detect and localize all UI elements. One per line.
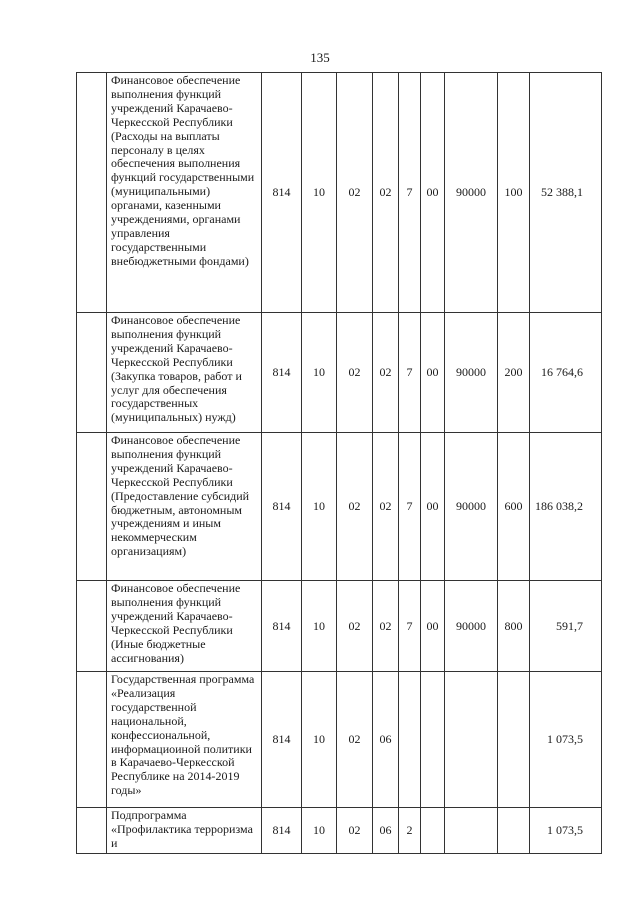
ministry-code-cell: 814	[262, 313, 302, 433]
row-name-cell: Подпрограмма «Профилактика терроризма и	[107, 808, 262, 854]
subprogram-code-cell	[399, 672, 421, 808]
amount-cell: 16 764,6	[530, 313, 602, 433]
section-code-cell: 10	[302, 313, 337, 433]
row-name-cell: Финансовое обеспечение выполнения функций учреждений Карачаево-Черкесской Республики (Закупка товаров, работ и услуг для обеспечения государственных (муниципальных) нужд)	[107, 313, 262, 433]
subprogram-code-cell: 7	[399, 433, 421, 581]
table-row	[77, 672, 602, 808]
ministry-code-cell: 814	[262, 808, 302, 854]
subsection-code-cell: 02	[337, 581, 373, 672]
main-event-code-cell: 00	[421, 313, 445, 433]
amount-cell: 1 073,5	[530, 808, 602, 854]
row-name-cell: Государственная программа «Реализация государственной национальной, конфессиональной, информациоиной политики в Карачаево-Черкесской Республике на 2014-2019 годы»	[107, 672, 262, 808]
direction-code-cell	[445, 672, 498, 808]
expense-type-cell	[498, 672, 530, 808]
section-code-cell: 10	[302, 581, 337, 672]
row-number-cell	[77, 581, 107, 672]
expense-type-cell	[498, 808, 530, 854]
program-code-cell: 02	[373, 433, 399, 581]
ministry-code-cell: 814	[262, 672, 302, 808]
subsection-code-cell: 02	[337, 313, 373, 433]
row-number-cell	[77, 313, 107, 433]
amount-cell: 1 073,5	[530, 672, 602, 808]
program-code-cell: 06	[373, 672, 399, 808]
direction-code-cell: 90000	[445, 73, 498, 313]
row-name-cell: Финансовое обеспечение выполнения функций учреждений Карачаево-Черкесской Республики (Предоставление субсидий бюджетным, автономным учреждениям и иным некоммерческим организациям)	[107, 433, 262, 581]
subprogram-code-cell: 2	[399, 808, 421, 854]
direction-code-cell: 90000	[445, 433, 498, 581]
direction-code-cell: 90000	[445, 313, 498, 433]
program-code-cell: 02	[373, 313, 399, 433]
expense-type-cell: 600	[498, 433, 530, 581]
subsection-code-cell: 02	[337, 808, 373, 854]
table-row	[77, 313, 602, 433]
row-number-cell	[77, 433, 107, 581]
row-name-cell: Финансовое обеспечение выполнения функций учреждений Карачаево-Черкесской Республики (Иные бюджетные ассигнования)	[107, 581, 262, 672]
main-event-code-cell: 00	[421, 433, 445, 581]
section-code-cell: 10	[302, 808, 337, 854]
main-event-code-cell	[421, 672, 445, 808]
direction-code-cell	[445, 808, 498, 854]
subsection-code-cell: 02	[337, 433, 373, 581]
expense-type-cell: 100	[498, 73, 530, 313]
direction-code-cell: 90000	[445, 581, 498, 672]
program-code-cell: 02	[373, 581, 399, 672]
section-code-cell: 10	[302, 672, 337, 808]
table-row	[77, 433, 602, 581]
subprogram-code-cell: 7	[399, 73, 421, 313]
table-row	[77, 808, 602, 854]
main-event-code-cell: 00	[421, 581, 445, 672]
amount-cell: 591,7	[530, 581, 602, 672]
subsection-code-cell: 02	[337, 672, 373, 808]
amount-cell: 186 038,2	[530, 433, 602, 581]
expense-type-cell: 800	[498, 581, 530, 672]
budget-table	[76, 72, 602, 854]
section-code-cell: 10	[302, 433, 337, 581]
row-name-cell: Финансовое обеспечение выполнения функций учреждений Карачаево-Черкесской Республики (Расходы на выплаты персоналу в целях обеспечения выполнения функций государственными (муниципальными) органами, казенными учреждениями, органами управления государственными внебюджетными фондами)	[107, 73, 262, 313]
main-event-code-cell	[421, 808, 445, 854]
page-number: 135	[310, 50, 330, 65]
program-code-cell: 02	[373, 73, 399, 313]
ministry-code-cell: 814	[262, 433, 302, 581]
subprogram-code-cell: 7	[399, 313, 421, 433]
table-row	[77, 581, 602, 672]
expense-type-cell: 200	[498, 313, 530, 433]
row-number-cell	[77, 73, 107, 313]
table-row	[77, 73, 602, 313]
ministry-code-cell: 814	[262, 73, 302, 313]
row-number-cell	[77, 672, 107, 808]
ministry-code-cell: 814	[262, 581, 302, 672]
subprogram-code-cell: 7	[399, 581, 421, 672]
row-number-cell	[77, 808, 107, 854]
amount-cell: 52 388,1	[530, 73, 602, 313]
section-code-cell: 10	[302, 73, 337, 313]
program-code-cell: 06	[373, 808, 399, 854]
subsection-code-cell: 02	[337, 73, 373, 313]
main-event-code-cell: 00	[421, 73, 445, 313]
